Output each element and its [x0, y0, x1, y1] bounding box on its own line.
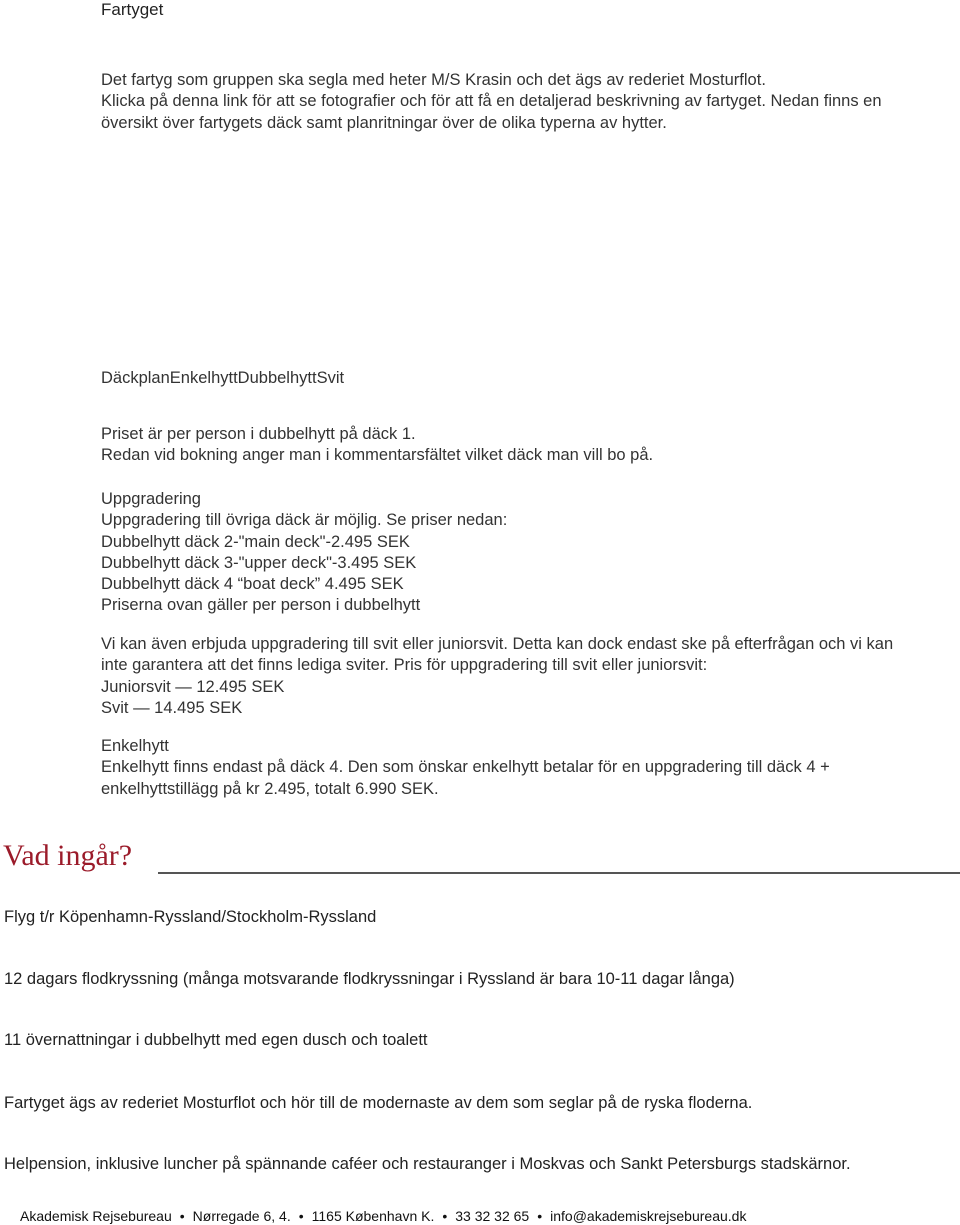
- upgrade-price-deck3: Dubbelhytt däck 3-"upper deck"-3.495 SEK: [101, 553, 417, 572]
- suite-info: [101, 634, 893, 719]
- footer-address: Nørregade 6, 4.: [192, 1208, 291, 1224]
- tab-suite[interactable]: Svit: [316, 369, 345, 387]
- included-item: 12 dagars flodkryssning (många motsvarande flodkryssningar i Ryssland är bara 10-11 dagar långa): [4, 970, 735, 988]
- separator: •: [442, 1208, 448, 1224]
- tab-deck-plan[interactable]: Däckplan: [101, 369, 170, 387]
- footer-phone[interactable]: 33 32 32 65: [455, 1208, 530, 1224]
- single-cabin-info: [101, 736, 830, 800]
- footer: [20, 1208, 746, 1224]
- footer-city: 1165 København K.: [311, 1208, 435, 1224]
- tab-single-cabin[interactable]: Enkelhytt: [169, 369, 238, 387]
- intro-line: översikt över fartygets däck samt planritningar över de olika typerna av hytter.: [101, 113, 667, 132]
- single-heading: Enkelhytt: [101, 737, 169, 755]
- pricing-info: [101, 424, 653, 467]
- single-line: enkelhyttstillägg på kr 2.495, totalt 6.990 SEK.: [101, 779, 439, 798]
- cabin-tabs: [101, 369, 344, 388]
- included-heading: Vad ingår?: [3, 839, 133, 872]
- single-line: Enkelhytt finns endast på däck 4. Den som önskar enkelhytt betalar för en uppgradering till däck 4 +: [101, 758, 830, 777]
- upgrade-info: [101, 489, 507, 617]
- upgrade-price-deck4: Dubbelhytt däck 4 “boat deck” 4.495 SEK: [101, 575, 404, 594]
- footer-email[interactable]: info@akademiskrejsebureau.dk: [550, 1208, 747, 1224]
- heading-divider: [158, 872, 960, 874]
- page-title: Fartyget: [101, 0, 164, 19]
- separator: •: [298, 1208, 304, 1224]
- suite-line: inte garantera att det finns lediga sviter. Pris för uppgradering till svit eller juniorsvit:: [101, 656, 708, 675]
- junior-suite-price: Juniorsvit — 12.495 SEK: [101, 677, 285, 696]
- upgrade-line: Uppgradering till övriga däck är möjlig. Se priser nedan:: [101, 511, 508, 530]
- intro-line-link[interactable]: Klicka på denna link för att se fotografier och för att få en detaljerad beskrivning av fartyget. Nedan finns en: [101, 92, 882, 111]
- included-item: Flyg t/r Köpenhamn-Ryssland/Stockholm-Ryssland: [4, 908, 377, 926]
- included-item: Helpension, inklusive luncher på spännande caféer och restauranger i Moskvas och Sankt Petersburgs stadskärnor.: [4, 1155, 851, 1173]
- included-item: 11 övernattningar i dubbelhytt med egen dusch och toalett: [4, 1031, 428, 1049]
- included-item: Fartyget ägs av rederiet Mosturflot och hör till de modernaste av dem som seglar på de ryska floderna.: [4, 1094, 753, 1112]
- suite-line: Vi kan även erbjuda uppgradering till svit eller juniorsvit. Detta kan dock endast ske på efterfrågan och vi kan: [101, 635, 894, 653]
- upgrade-note: Priserna ovan gäller per person i dubbelhytt: [101, 596, 421, 615]
- tab-double-cabin[interactable]: Dubbelhytt: [237, 369, 317, 387]
- separator: •: [179, 1208, 185, 1224]
- upgrade-heading: Uppgradering: [101, 490, 201, 508]
- pricing-line: Redan vid bokning anger man i kommentarsfältet vilket däck man vill bo på.: [101, 446, 654, 465]
- intro-text: [101, 70, 882, 134]
- separator: •: [537, 1208, 543, 1224]
- suite-price: Svit — 14.495 SEK: [101, 698, 243, 717]
- footer-company: Akademisk Rejsebureau: [20, 1208, 172, 1224]
- upgrade-price-deck2: Dubbelhytt däck 2-"main deck"-2.495 SEK: [101, 532, 410, 551]
- pricing-line: Priset är per person i dubbelhytt på däck 1.: [101, 425, 416, 443]
- intro-line: Det fartyg som gruppen ska segla med heter M/S Krasin och det ägs av rederiet Mosturflot.: [101, 71, 766, 89]
